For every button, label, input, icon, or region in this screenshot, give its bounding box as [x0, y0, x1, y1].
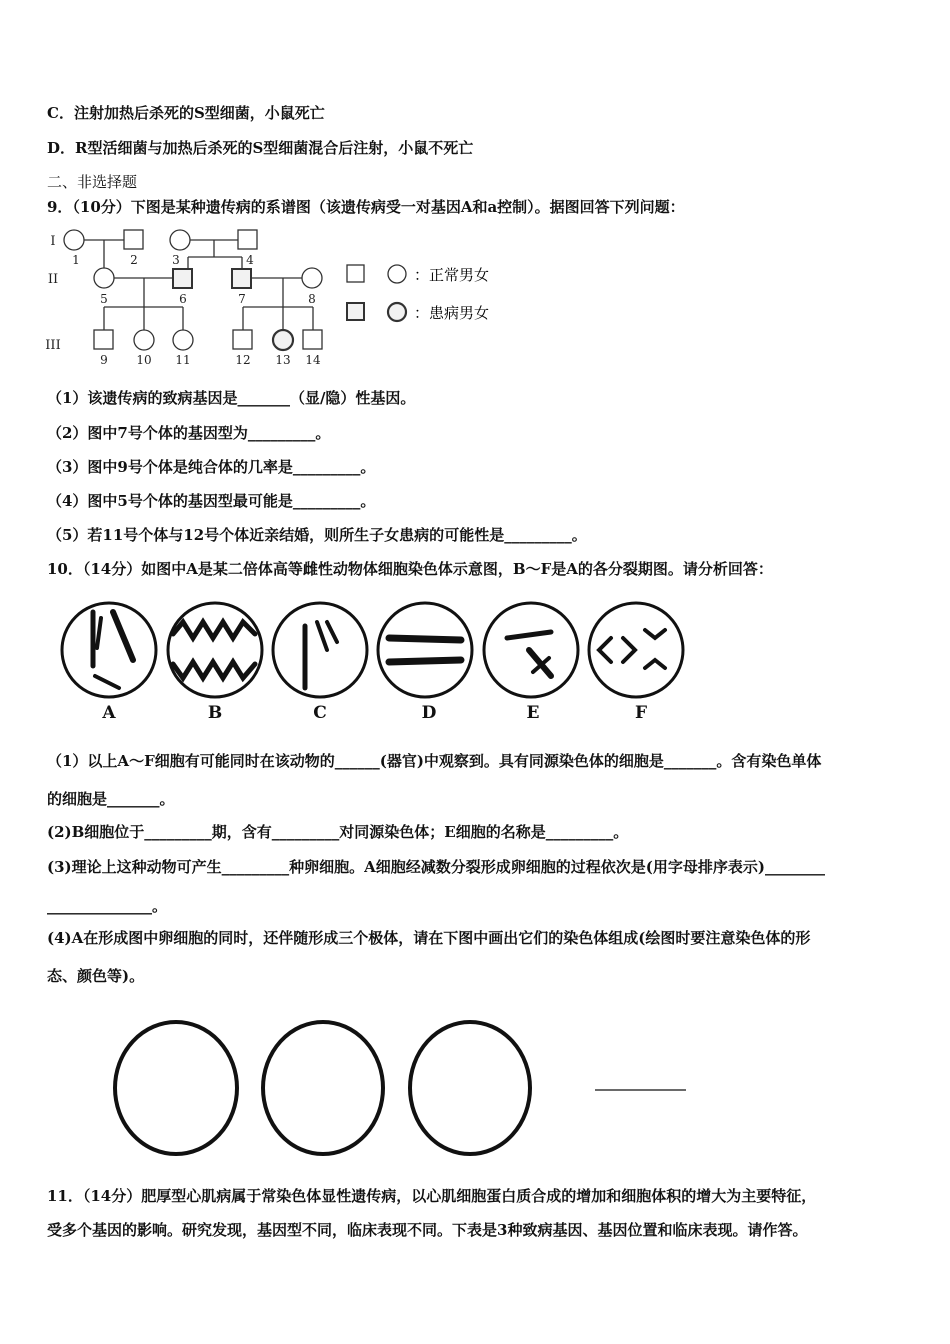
id-1: 1 — [72, 253, 80, 267]
id-12: 12 — [235, 353, 251, 367]
q10-sub-1a: （1）以上A～F细胞有可能同时在该动物的______(器官)中观察到。具有同源染色体的细胞是_______。含有染色单体 — [47, 752, 822, 770]
individual-8 — [302, 268, 322, 288]
cell-c — [273, 603, 367, 697]
q10-sub-3a: (3)理论上这种动物可产生_________种卵细胞。A细胞经减数分裂形成卵细胞的过程依次是(用字母排序表示)________ — [47, 858, 825, 876]
cell-d — [378, 603, 472, 697]
individual-11 — [173, 330, 193, 350]
id-9: 9 — [100, 353, 108, 367]
individual-2 — [124, 230, 143, 249]
id-13: 13 — [275, 353, 291, 367]
id-14: 14 — [305, 353, 321, 367]
legend-affected-label: ：患病男女 — [414, 304, 490, 322]
legend-normal-label: ：正常男女 — [414, 266, 490, 284]
cell-label-f: F — [634, 703, 648, 723]
individual-6 — [173, 269, 192, 288]
q11-line-1: 11．（14分）肥厚型心肌病属于常染色体显性遗传病，以心肌细胞蛋白质合成的增加和细胞体积的增大为主要特征， — [47, 1187, 817, 1205]
legend-affected-male — [347, 303, 364, 320]
option-d: D．R型活细菌与加热后杀死的S型细菌混合后注射，小鼠不死亡 — [47, 139, 474, 157]
drawing-circle-1[interactable] — [115, 1022, 237, 1154]
legend-normal-male — [347, 265, 364, 282]
id-8: 8 — [308, 292, 316, 306]
q9-stem: 9．（10分）下图是某种遗传病的系谱图（该遗传病受一对基因A和a控制）。据图回答下列问题： — [47, 198, 685, 216]
id-6: 6 — [179, 292, 187, 306]
individual-13 — [273, 330, 293, 350]
q10-sub-1b: 的细胞是_______。 — [47, 790, 175, 808]
id-10: 10 — [136, 353, 152, 367]
q10-sub-3b: ______________。 — [47, 897, 168, 915]
pedigree-chart — [40, 225, 520, 370]
cell-label-e: E — [526, 703, 540, 723]
individual-10 — [134, 330, 154, 350]
individual-9 — [94, 330, 113, 349]
individual-7 — [232, 269, 251, 288]
q9-sub-3: （3）图中9号个体是纯合体的几率是_________。 — [47, 458, 376, 476]
q10-sub-4b: 态、颜色等)。 — [47, 967, 145, 985]
option-c: C．注射加热后杀死的S型细菌，小鼠死亡 — [47, 104, 325, 122]
q9-sub-4: （4）图中5号个体的基因型最可能是_________。 — [47, 492, 376, 510]
individual-3 — [170, 230, 190, 250]
id-11: 11 — [175, 353, 191, 367]
individual-14 — [303, 330, 322, 349]
drawing-circle-3[interactable] — [410, 1022, 530, 1154]
gen-label-1: I — [50, 234, 56, 249]
gen-label-2: II — [47, 272, 59, 287]
individual-4 — [238, 230, 257, 249]
individual-5 — [94, 268, 114, 288]
gen-label-3: III — [45, 338, 61, 353]
section-title: 二、非选择题 — [47, 173, 138, 191]
q11-line-2: 受多个基因的影响。研究发现，基因型不同，临床表现不同。下表是3种致病基因、基因位置和临床表现。请作答。 — [47, 1221, 808, 1239]
cell-division-figure — [55, 598, 695, 726]
drawing-circle-2[interactable] — [263, 1022, 383, 1154]
q10-stem: 10．（14分）如图中A是某二倍体高等雌性动物体细胞染色体示意图，B～F是A的各分裂期图。请分析回答： — [47, 560, 773, 578]
id-2: 2 — [130, 253, 138, 267]
q9-sub-1: （1）该遗传病的致病基因是_______（显/隐）性基因。 — [47, 389, 416, 407]
legend-normal-female — [388, 265, 406, 283]
q10-sub-2: (2)B细胞位于_________期，含有_________对同源染色体；E细胞的名称是_________。 — [47, 823, 629, 841]
cell-b — [168, 603, 262, 697]
cell-label-b: B — [207, 703, 223, 723]
id-5: 5 — [100, 292, 108, 306]
id-3: 3 — [172, 253, 180, 267]
individual-12 — [233, 330, 252, 349]
q9-sub-5: （5）若11号个体与12号个体近亲结婚，则所生子女患病的可能性是_________。 — [47, 526, 587, 544]
cell-label-d: D — [421, 703, 437, 723]
individual-1 — [64, 230, 84, 250]
cell-label-c: C — [313, 703, 327, 723]
q9-sub-2: （2）图中7号个体的基因型为_________。 — [47, 424, 331, 442]
cell-label-a: A — [102, 703, 116, 723]
legend-affected-female — [388, 303, 406, 321]
drawing-area — [105, 1012, 705, 1162]
id-4: 4 — [246, 253, 254, 267]
q10-sub-4a: (4)A在形成图中卵细胞的同时，还伴随形成三个极体，请在下图中画出它们的染色体组成(绘图时要注意染色体的形 — [47, 929, 811, 947]
id-7: 7 — [238, 292, 246, 306]
